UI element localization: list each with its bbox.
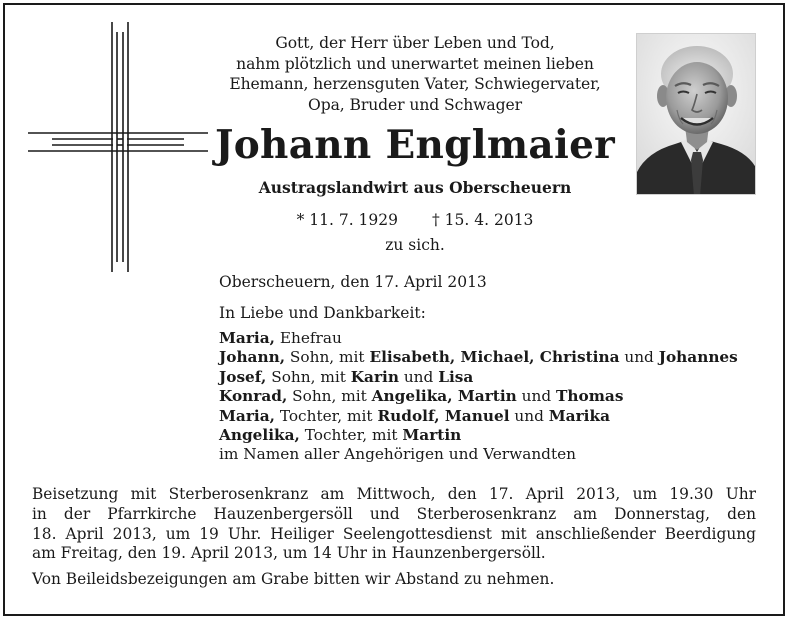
family-name: Maria, — [219, 329, 275, 347]
family-text: und — [516, 387, 557, 406]
family-text: und — [619, 348, 659, 367]
funeral-line: 18. April 2013, um 19 Uhr. Heiliger Seelengottesdienst mit anschließender Beerdigung — [32, 524, 756, 543]
family-text: Sohn, mit — [287, 387, 372, 406]
birth-date: * 11. 7. 1929 — [296, 211, 398, 229]
family-name: Elisabeth, Michael, Christina — [369, 348, 620, 367]
family-row — [219, 426, 738, 445]
place-and-date: Oberscheuern, den 17. April 2013 — [219, 273, 487, 291]
family-name: Lisa — [438, 367, 474, 386]
family-row — [219, 329, 738, 348]
funeral-line: Beisetzung mit Sterberosenkranz am Mittwoch, den 17. April 2013, um 19.30 Uhr — [32, 485, 756, 503]
family-row — [219, 348, 738, 367]
family-text: Ehefrau — [274, 329, 342, 347]
family-name: Karin — [350, 367, 399, 386]
life-dates — [205, 211, 625, 229]
deceased-name: Johann Englmaier — [214, 122, 616, 168]
funeral-line: in der Pfarrkirche Hauzenbergersöll und Sterberosenkranz am Donnerstag, den — [32, 504, 756, 523]
family-name: Rudolf, Manuel — [377, 406, 510, 425]
family-name: Angelika, — [219, 426, 300, 445]
funeral-line: am Freitag, den 19. April 2013, um 14 Uhr in Haunzenbergersöll. — [32, 544, 546, 563]
family-row — [219, 387, 738, 406]
family-text: Tochter, mit — [299, 426, 403, 445]
cross-icon — [28, 22, 208, 272]
deceased-occupation: Austragslandwirt aus Oberscheuern — [258, 178, 572, 197]
funeral-details — [32, 485, 756, 564]
gratitude-heading: In Liebe und Dankbarkeit: — [219, 304, 426, 322]
family-text: Sohn, mit — [285, 348, 370, 367]
family-text: Tochter, mit — [274, 406, 378, 425]
death-date: † 15. 4. 2013 — [432, 211, 534, 229]
family-list — [219, 329, 738, 465]
portrait-photo — [636, 33, 756, 195]
family-text: und — [509, 406, 549, 425]
family-row — [219, 407, 738, 426]
family-name: Angelika, Martin — [371, 387, 517, 406]
family-text: und — [398, 367, 439, 386]
verse-line: Gott, der Herr über Leben und Tod, — [275, 34, 555, 52]
verse-block — [205, 33, 625, 115]
family-closing: im Namen aller Angehörigen und Verwandten — [219, 445, 577, 464]
portrait-image — [637, 34, 756, 195]
verse-line: Opa, Bruder und Schwager — [308, 95, 522, 114]
family-name: Thomas — [556, 387, 624, 406]
family-name: Konrad, — [219, 387, 288, 406]
verse-line: Ehemann, herzensguten Vater, Schwiegervater, — [229, 75, 601, 93]
family-text: Sohn, mit — [266, 367, 351, 386]
condolence-note: Von Beileidsbezeigungen am Grabe bitten wir Abstand zu nehmen. — [32, 570, 555, 588]
family-name: Maria, — [219, 406, 275, 425]
family-name: Johann, — [219, 348, 286, 367]
family-name: Josef, — [219, 367, 267, 386]
verse-suffix: zu sich. — [385, 236, 445, 254]
family-name: Marika — [548, 406, 610, 425]
family-row — [219, 368, 738, 387]
family-name: Martin — [402, 426, 462, 445]
verse-line: nahm plötzlich und unerwartet meinen lieben — [236, 54, 594, 73]
family-name: Johannes — [658, 348, 738, 367]
